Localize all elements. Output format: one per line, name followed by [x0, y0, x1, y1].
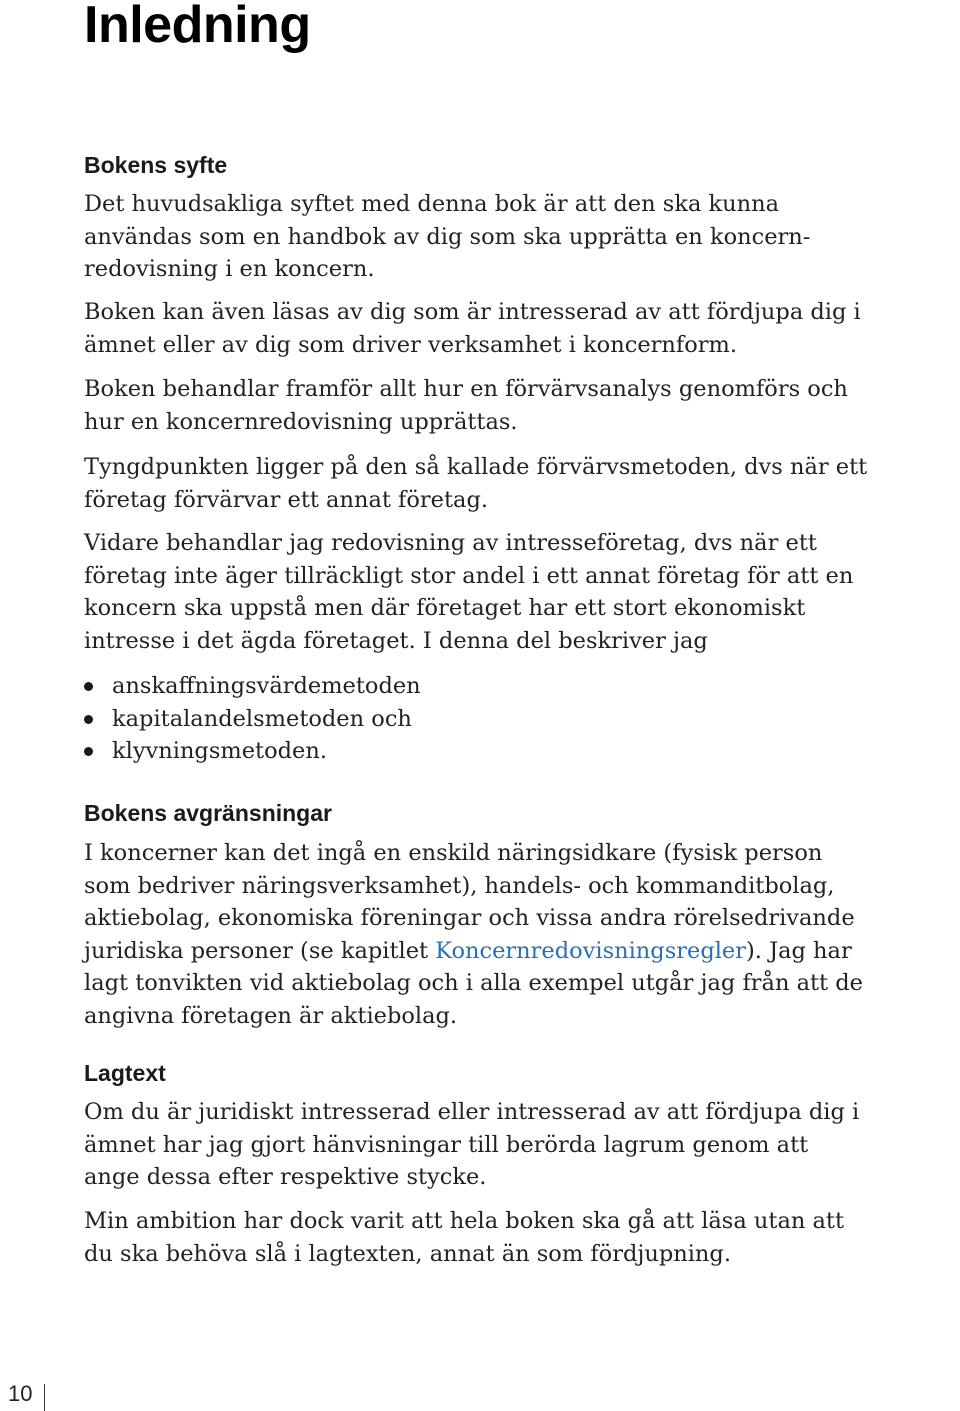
text-line: intresse i det ägda företaget. I denna del beskriver jag: [84, 627, 708, 654]
text-line: du ska behöva slå i lagtexten, annat än som fördjupning.: [84, 1240, 731, 1267]
text-line: företag inte äger tillräckligt stor andel i ett annat företag för att en: [84, 562, 854, 589]
paragraph-syfte-3: [84, 373, 960, 438]
text-line: koncern ska uppstå men där företaget har ett stort ekonomiskt: [84, 595, 806, 621]
list-item: [84, 703, 421, 736]
list-item: [84, 735, 421, 768]
text-line: som bedriver näringsverksamhet), handels- och kommanditbolag,: [84, 872, 835, 899]
text-line: ämnet har jag gjort hänvisningar till berörda lagrum genom att: [84, 1131, 809, 1158]
paragraph-syfte-5: [84, 527, 960, 657]
paragraph-avgransningar: [84, 837, 960, 1032]
text-line: hur en koncernredovisning upprättas.: [84, 408, 518, 435]
text-fragment: ). Jag har: [745, 937, 852, 964]
text-line: aktiebolag, ekonomiska föreningar och vissa andra rörelsedrivande: [84, 905, 855, 931]
bullet-icon: [84, 715, 93, 724]
text-line: redovisning i en koncern.: [84, 256, 375, 282]
text-line: I koncerner kan det ingå en enskild näringsidkare (fysisk person: [84, 840, 823, 866]
method-list: [84, 670, 421, 768]
text-line: ange dessa efter respektive stycke.: [84, 1164, 487, 1190]
bullet-icon: [84, 747, 93, 756]
text-line: lagt tonvikten vid aktiebolag och i alla exempel utgår jag från att de: [84, 970, 863, 996]
text-line: Om du är juridiskt intresserad eller intresserad av att fördjupa dig i: [84, 1099, 860, 1125]
page-title: Inledning: [84, 0, 311, 54]
text-line: Boken kan även läsas av dig som är intresserad av att fördjupa dig i: [84, 299, 861, 325]
page-divider: [44, 1384, 45, 1411]
paragraph-lagtext-1: [84, 1096, 960, 1194]
paragraph-syfte-4: [84, 451, 960, 516]
text-line: angivna företagen är aktiebolag.: [84, 1002, 458, 1029]
section-heading-lagtext: Lagtext: [84, 1060, 166, 1086]
section-heading-syfte: Bokens syfte: [84, 152, 228, 178]
text-line: Tyngdpunkten ligger på den så kallade förvärvsmetoden, dvs när ett: [84, 454, 868, 480]
text-line: ämnet eller av dig som driver verksamhet i koncernform.: [84, 331, 737, 358]
list-item-label: anskaffningsvärdemetoden: [112, 673, 421, 699]
bullet-icon: [84, 682, 93, 691]
paragraph-lagtext-2: [84, 1205, 960, 1270]
list-item-label: klyvningsmetoden.: [112, 738, 327, 764]
text-line: [84, 935, 960, 968]
paragraph-syfte-1: [84, 188, 960, 286]
list-item-label: kapitalandelsmetoden och: [112, 705, 412, 732]
paragraph-syfte-2: [84, 296, 960, 361]
text-line: Boken behandlar framför allt hur en förvärvsanalys genomförs och: [84, 376, 848, 402]
chapter-link[interactable]: Koncernredovisningsregler: [435, 937, 746, 964]
text-line: företag förvärvar ett annat företag.: [84, 486, 489, 513]
text-line: användas som en handbok av dig som ska upprätta en koncern-: [84, 223, 811, 250]
text-line: Min ambition har dock varit att hela boken ska gå att läsa utan att: [84, 1208, 845, 1234]
section-heading-avgransningar: Bokens avgränsningar: [84, 800, 332, 826]
page-number: 10: [8, 1381, 33, 1406]
text-fragment: juridiska personer (se kapitlet: [84, 937, 436, 964]
text-line: Det huvudsakliga syftet med denna bok är att den ska kunna: [84, 191, 780, 217]
text-line: Vidare behandlar jag redovisning av intresseföretag, dvs när ett: [84, 530, 817, 556]
list-item: [84, 670, 421, 703]
